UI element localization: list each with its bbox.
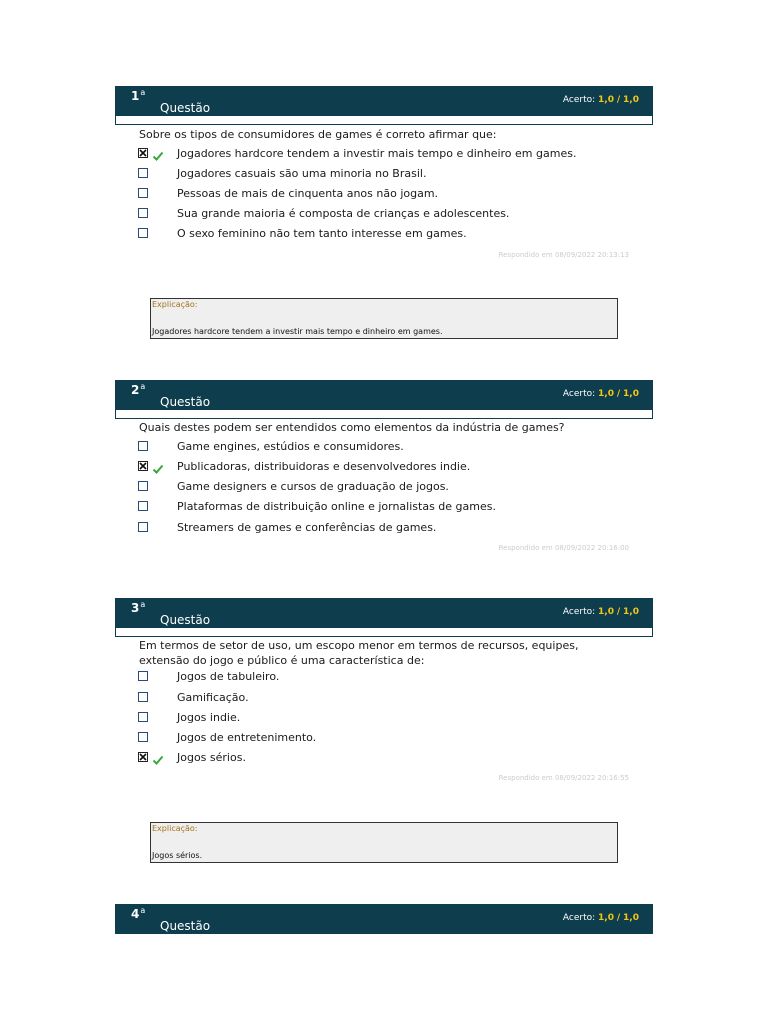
option-1[interactable] (138, 670, 618, 686)
score: Acerto: 1,0 / 1,0 (562, 913, 639, 923)
option-2[interactable] (138, 460, 618, 476)
answered-timestamp: Respondido em 08/09/2022 20:13:13 (498, 251, 629, 259)
option-5[interactable] (138, 751, 618, 767)
checkbox-icon[interactable] (138, 712, 148, 722)
option-text: Pessoas de mais de cinquenta anos não jogam. (177, 187, 439, 200)
checkbox-icon[interactable] (138, 228, 148, 238)
explanation-label: Explicação: (152, 824, 198, 833)
question-label: Questão (160, 919, 211, 933)
option-2[interactable] (138, 691, 618, 707)
option-4[interactable] (138, 207, 618, 223)
question-text: Sobre os tipos de consumidores de games é correto afirmar que: (139, 128, 497, 141)
option-1[interactable] (138, 147, 618, 163)
option-text: Jogadores casuais são uma minoria no Brasil. (177, 167, 427, 180)
checkmark-icon (152, 751, 164, 770)
question-number: 4$^a$ (131, 906, 146, 921)
option-1[interactable] (138, 440, 618, 456)
x-checkbox-icon[interactable] (138, 148, 148, 158)
question-number: 3$^a$ (131, 600, 146, 615)
checkbox-icon[interactable] (138, 501, 148, 511)
option-text: Jogos de tabuleiro. (177, 670, 280, 683)
option-3[interactable] (138, 480, 618, 496)
question-label: Questão (160, 613, 211, 627)
option-text: Jogos de entretenimento. (177, 731, 317, 744)
score: Acerto: 1,0 / 1,0 (562, 95, 639, 105)
question-text: Quais destes podem ser entendidos como elementos da indústria de games? (139, 421, 565, 434)
question-header (115, 86, 653, 116)
question-header-underline (115, 628, 653, 637)
checkbox-icon[interactable] (138, 671, 148, 681)
question-text (139, 638, 619, 668)
checkbox-icon[interactable] (138, 208, 148, 218)
explanation-box (150, 822, 618, 863)
checkbox-icon[interactable] (138, 522, 148, 532)
option-3[interactable] (138, 187, 618, 203)
score: Acerto: 1,0 / 1,0 (562, 607, 639, 617)
checkbox-icon[interactable] (138, 188, 148, 198)
score: Acerto: 1,0 / 1,0 (562, 389, 639, 399)
option-text: Plataformas de distribuição online e jornalistas de games. (177, 500, 496, 513)
option-4[interactable] (138, 500, 618, 516)
option-text: Sua grande maioria é composta de crianças e adolescentes. (177, 207, 510, 220)
option-5[interactable] (138, 227, 618, 243)
checkbox-icon[interactable] (138, 441, 148, 451)
question-header (115, 380, 653, 410)
option-text: Jogos sérios. (177, 751, 246, 764)
x-checkbox-icon[interactable] (138, 461, 148, 471)
explanation-box (150, 298, 618, 339)
checkbox-icon[interactable] (138, 168, 148, 178)
option-text: Gamificação. (177, 691, 249, 704)
checkmark-icon (152, 147, 164, 166)
explanation-text: Jogos sérios. (152, 851, 203, 860)
option-text: O sexo feminino não tem tanto interesse em games. (177, 227, 467, 240)
question-header-underline (115, 116, 653, 125)
option-3[interactable] (138, 711, 618, 727)
checkbox-icon[interactable] (138, 732, 148, 742)
option-text: Jogadores hardcore tendem a investir mais tempo e dinheiro em games. (177, 147, 577, 160)
option-text: Game designers e cursos de graduação de jogos. (177, 480, 449, 493)
x-checkbox-icon[interactable] (138, 752, 148, 762)
question-text-line: extensão do jogo e público é uma característica de: (139, 654, 425, 667)
question-header-underline (115, 410, 653, 419)
question-header (115, 598, 653, 628)
option-2[interactable] (138, 167, 618, 183)
question-number: 1$^a$ (131, 88, 146, 103)
question-label: Questão (160, 395, 211, 409)
checkbox-icon[interactable] (138, 481, 148, 491)
option-text: Streamers de games e conferências de games. (177, 521, 437, 534)
option-5[interactable] (138, 521, 618, 537)
answered-timestamp: Respondido em 08/09/2022 20:16:00 (498, 544, 629, 552)
question-label: Questão (160, 101, 211, 115)
question-text-line: Em termos de setor de uso, um escopo menor em termos de recursos, equipes, (139, 639, 579, 652)
explanation-label: Explicação: (152, 300, 198, 309)
question-number: 2$^a$ (131, 382, 146, 397)
checkmark-icon (152, 460, 164, 479)
checkbox-icon[interactable] (138, 692, 148, 702)
option-4[interactable] (138, 731, 618, 747)
option-text: Publicadoras, distribuidoras e desenvolvedores indie. (177, 460, 471, 473)
question-header (115, 904, 653, 934)
answered-timestamp: Respondido em 08/09/2022 20:16:55 (498, 774, 629, 782)
option-text: Jogos indie. (177, 711, 241, 724)
option-text: Game engines, estúdios e consumidores. (177, 440, 404, 453)
explanation-text: Jogadores hardcore tendem a investir mais tempo e dinheiro em games. (152, 327, 443, 336)
